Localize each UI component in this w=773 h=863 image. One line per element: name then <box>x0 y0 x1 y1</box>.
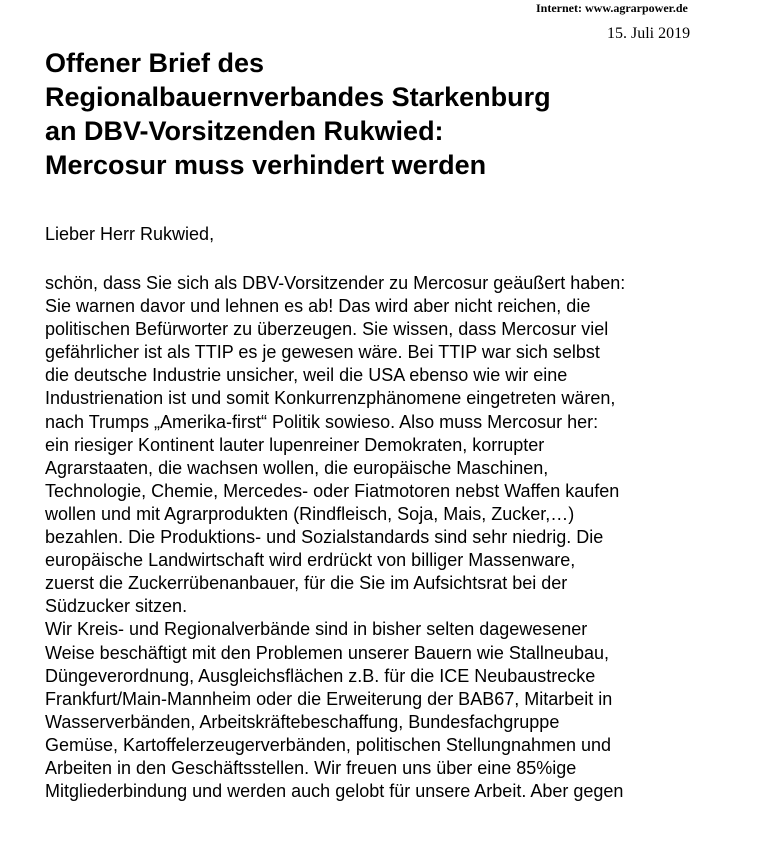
title-line: Mercosur muss verhindert werden <box>45 150 487 180</box>
title-line: Offener Brief des <box>45 48 265 78</box>
body-line: Sie warnen davor und lehnen es ab! Das wird aber nicht reichen, die <box>45 296 591 317</box>
letter-title <box>45 46 551 182</box>
title-line: an DBV-Vorsitzenden Rukwied: <box>45 116 444 146</box>
letter-body <box>45 272 625 803</box>
body-line: europäische Landwirtschaft wird erdrückt von billiger Massenware, <box>45 550 576 571</box>
body-line: wollen und mit Agrarprodukten (Rindfleisch, Soja, Mais, Zucker,…) <box>45 503 575 524</box>
body-line: ein riesiger Kontinent lauter lupenreiner Demokraten, korrupter <box>45 434 545 455</box>
body-line: die deutsche Industrie unsicher, weil die USA ebenso wie wir eine <box>45 365 568 386</box>
salutation: Lieber Herr Rukwied, <box>45 224 215 244</box>
body-line: Weise beschäftigt mit den Problemen unserer Bauern wie Stallneubau, <box>45 642 609 663</box>
body-line: Südzucker sitzen. <box>45 596 188 617</box>
body-line: Gemüse, Kartoffelerzeugerverbänden, politischen Stellungnahmen und <box>45 734 612 755</box>
body-line: Industrienation ist und somit Konkurrenzphänomene eingetreten wären, <box>45 388 616 409</box>
letter-date: 15. Juli 2019 <box>607 25 691 42</box>
body-line: Wir Kreis- und Regionalverbände sind in bisher selten dagewesener <box>45 619 588 640</box>
body-line: gefährlicher ist als TTIP es je gewesen wäre. Bei TTIP war sich selbst <box>45 342 600 363</box>
body-line: Arbeiten in den Geschäftsstellen. Wir freuen uns über eine 85%ige <box>45 757 577 778</box>
body-line: Frankfurt/Main-Mannheim oder die Erweiterung der BAB67, Mitarbeit in <box>45 688 613 709</box>
body-line: Düngeverordnung, Ausgleichsflächen z.B. für die ICE Neubaustrecke <box>45 665 596 686</box>
body-line: Mitgliederbindung und werden auch gelobt für unsere Arbeit. Aber gegen <box>45 781 624 802</box>
body-line: zuerst die Zuckerrübenanbauer, für die Sie im Aufsichtsrat bei der <box>45 573 568 594</box>
body-line: nach Trumps „Amerika-first“ Politik sowieso. Also muss Mercosur her: <box>45 411 599 432</box>
body-line: bezahlen. Die Produktions- und Sozialstandards sind sehr niedrig. Die <box>45 527 604 548</box>
body-line: Technologie, Chemie, Mercedes- oder Fiatmotoren nebst Waffen kaufen <box>45 480 620 501</box>
title-line: Regionalbauernverbandes Starkenburg <box>45 82 551 112</box>
body-line: politischen Befürworter zu überzeugen. Sie wissen, dass Mercosur viel <box>45 319 609 340</box>
body-line: Wasserverbänden, Arbeitskräftebeschaffung, Bundesfachgruppe <box>45 711 560 732</box>
body-line: schön, dass Sie sich als DBV-Vorsitzender zu Mercosur geäußert haben: <box>45 273 626 293</box>
header-website: Internet: www.agrarpower.de <box>536 1 688 15</box>
body-line: Agrarstaaten, die wachsen wollen, die europäische Maschinen, <box>45 457 549 478</box>
